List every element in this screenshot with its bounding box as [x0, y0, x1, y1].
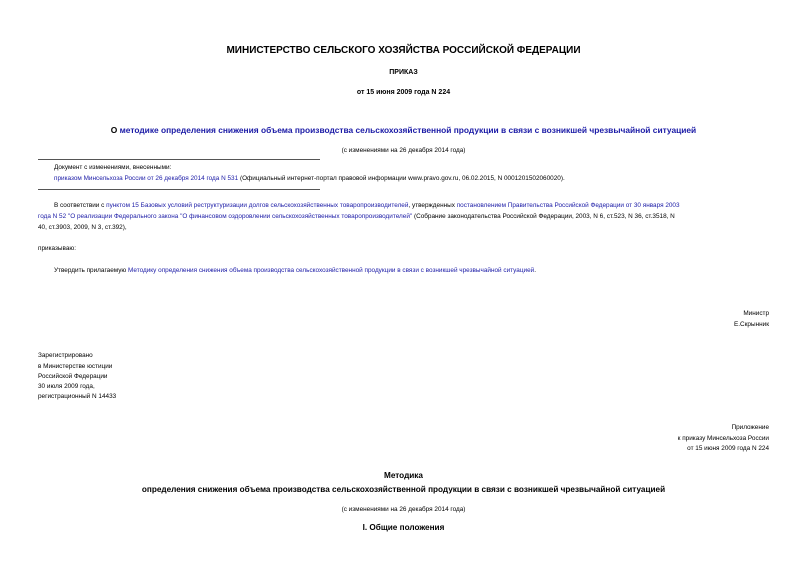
- methodology-link[interactable]: Методику определения снижения объема производства сельскохозяйственной продукции в связи с возникшей чрезвычайной ситуацией: [128, 267, 535, 274]
- title-prefix: О: [110, 125, 120, 135]
- appendix-line: Приложение: [731, 424, 769, 431]
- title-link[interactable]: методике определения снижения объема производства сельскохозяйственной продукции в связи с возникшей чрезвычайной ситуацией: [119, 125, 697, 135]
- preamble-line-3: 40, ст.3903, 2009, N 3, ст.392),: [38, 224, 127, 231]
- preamble-line-2: [38, 212, 675, 222]
- preamble-line-1: [54, 201, 680, 211]
- basic-conditions-link[interactable]: пунктом 15 Базовых условий реструктуризации долгов сельскохозяйственных товаропроизводителей: [106, 202, 409, 209]
- changes-top-rule: [38, 159, 320, 160]
- methodology-subtitle: определения снижения объема производства сельскохозяйственной продукции в связи с возникшей чрезвычайной ситуацией: [141, 485, 666, 494]
- signature-position: Министр: [743, 310, 769, 317]
- changes-source: (Официальный интернет-портал правовой информации www.pravo.gov.ru, 06.02.2015, N 0001201502060020).: [238, 175, 565, 182]
- registration-line: Зарегистрировано: [38, 352, 93, 359]
- methodology-amended-note: (с изменениями на 26 декабря 2014 года): [341, 506, 466, 513]
- approve-text-a: Утвердить прилагаемую: [54, 267, 128, 274]
- appendix-line: от 15 июня 2009 года N 224: [687, 445, 769, 452]
- approve-text-b: .: [534, 267, 536, 274]
- preamble-text-a: В соответствии с: [54, 202, 107, 209]
- section-heading: I. Общие положения: [362, 523, 445, 532]
- changes-heading: Документ с изменениями, внесенными:: [54, 164, 172, 171]
- changes-reference: [54, 175, 565, 182]
- order-word: приказываю:: [38, 245, 76, 252]
- registration-line: 30 июля 2009 года,: [38, 383, 95, 390]
- registration-line: в Министерстве юстиции: [38, 363, 113, 370]
- signature-name: Е.Скрынник: [733, 321, 769, 328]
- doc-type-heading: ПРИКАЗ: [389, 69, 418, 76]
- order-date-number: от 15 июня 2009 года N 224: [356, 89, 451, 96]
- government-decree-link-cont[interactable]: года N 52 "О реализации Федерального закона "О финансовом оздоровлении сельскохозяйственных товаропроизводителей": [38, 213, 413, 220]
- registration-line: регистрационный N 14433: [38, 393, 117, 400]
- title-amended-note: (с изменениями на 26 декабря 2014 года): [341, 147, 466, 154]
- ministry-heading: МИНИСТЕРСТВО СЕЛЬСКОГО ХОЗЯЙСТВА РОССИЙСКОЙ ФЕДЕРАЦИИ: [226, 45, 581, 56]
- document-title: [0, 125, 807, 135]
- approve-line: [54, 266, 536, 276]
- government-decree-link[interactable]: постановлением Правительства Российской Федерации от 30 января 2003: [456, 202, 680, 209]
- methodology-title: Методика: [384, 471, 423, 480]
- changes-bottom-rule: [38, 189, 320, 190]
- amending-order-link[interactable]: приказом Минсельхоза России от 26 декабря 2014 года N 531: [54, 175, 239, 182]
- preamble-text-c: (Собрание законодательства Российской Федерации, 2003, N 6, ст.523, N 36, ст.3518, N: [412, 213, 675, 220]
- preamble-text-b: , утвержденных: [408, 202, 457, 209]
- registration-line: Российской Федерации: [38, 373, 108, 380]
- appendix-line: к приказу Минсельхоза России: [677, 435, 769, 442]
